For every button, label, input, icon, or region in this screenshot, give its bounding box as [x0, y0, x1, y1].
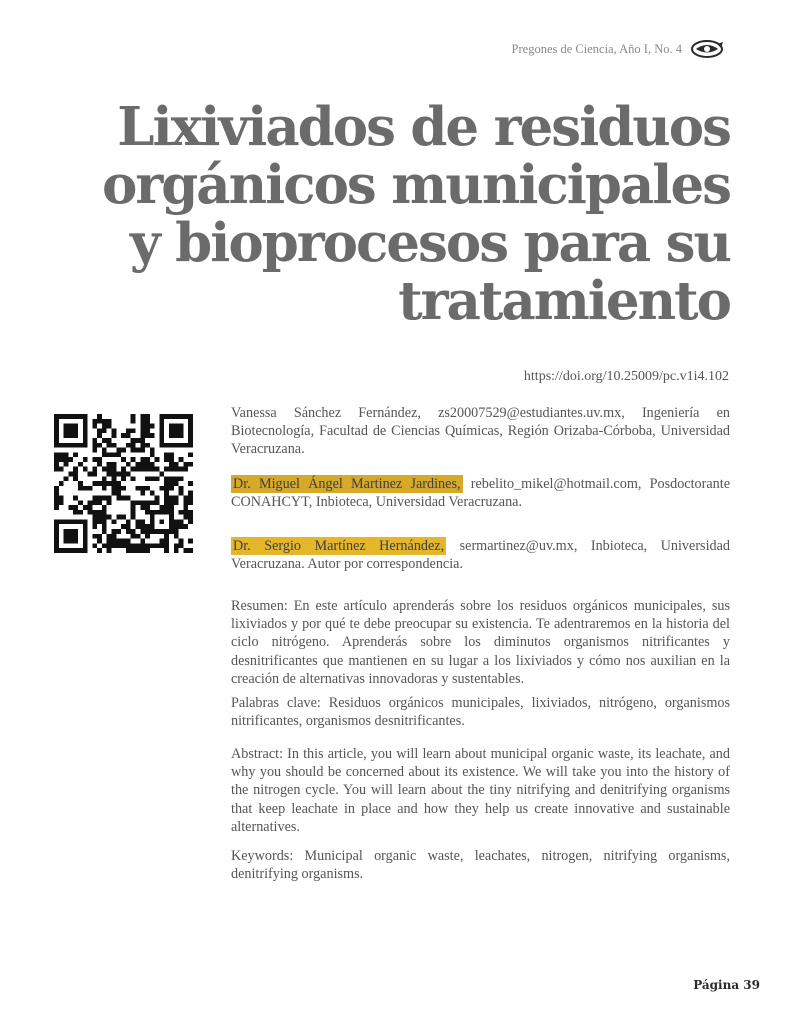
page-number: Página 39 [693, 978, 760, 992]
author-3-name: Dr. Sergio Martínez Hernández, [233, 538, 445, 554]
author-2-name: Dr. Miguel Ángel Martinez Jardines, [233, 476, 461, 492]
keywords-paragraph: Keywords: Municipal organic waste, leachates, nitrogen, nitrifying organisms, denitrifying organisms. [231, 848, 730, 883]
author-1-affiliation: Vanessa Sánchez Fernández, zs20007529@estudiantes.uv.mx, Ingeniería en Biotecnología, Facultad de Ciencias Químicas, Región Orizaba-Córboba, Universidad Veracruzana. [231, 405, 730, 458]
journal-issue-label: Pregones de Ciencia, Año I, No. 4 [511, 41, 682, 56]
running-head [512, 38, 724, 60]
pregones-logo-icon [690, 38, 724, 60]
qr-code-icon [54, 414, 193, 553]
author-3-affiliation [231, 537, 730, 573]
doi-link[interactable]: https://doi.org/10.25009/pc.v1i4.102 [523, 369, 729, 384]
author-2-details: rebelito_mikel@hotmail.com, Posdoctorante CONAHCYT, Inbioteca, Universidad Veracruzana. [231, 476, 730, 511]
author-2-affiliation [231, 475, 730, 511]
resumen-paragraph: Resumen: En este artículo aprenderás sobre los residuos orgánicos municipales, sus lixiviados y por qué te debe preocupar su existencia. Te adentraremos en la historia del ciclo nitrógeno. Aprenderás sobre los diminutos organismos nitrificantes y desnitrificantes que mantienen en su lugar a los lixiviados y cómo nos auxilian en la creación de alternativas innovadoras y sustentables. [231, 598, 730, 687]
author-3-details: sermartinez@uv.mx, Inbioteca, Universidad Veracruzana. Autor por correspondencia. [231, 538, 730, 573]
palabras-clave-paragraph: Palabras clave: Residuos orgánicos municipales, lixiviados, nitrógeno, organismos nitrificantes, organismos desnitrificantes. [231, 695, 730, 730]
abstract-paragraph: Abstract: In this article, you will learn about municipal organic waste, its leachate, and why you should be concerned about its existence. We will take you into the history of the nitrogen cycle. You will learn about the tiny nitrifying and denitrifying organisms that keep leachate in place and how they help us create innovative and sustainable alternatives. [231, 746, 730, 835]
article-title: Lixiviados de residuos orgánicos municipales y bioprocesos para su tratamiento [101, 96, 730, 332]
